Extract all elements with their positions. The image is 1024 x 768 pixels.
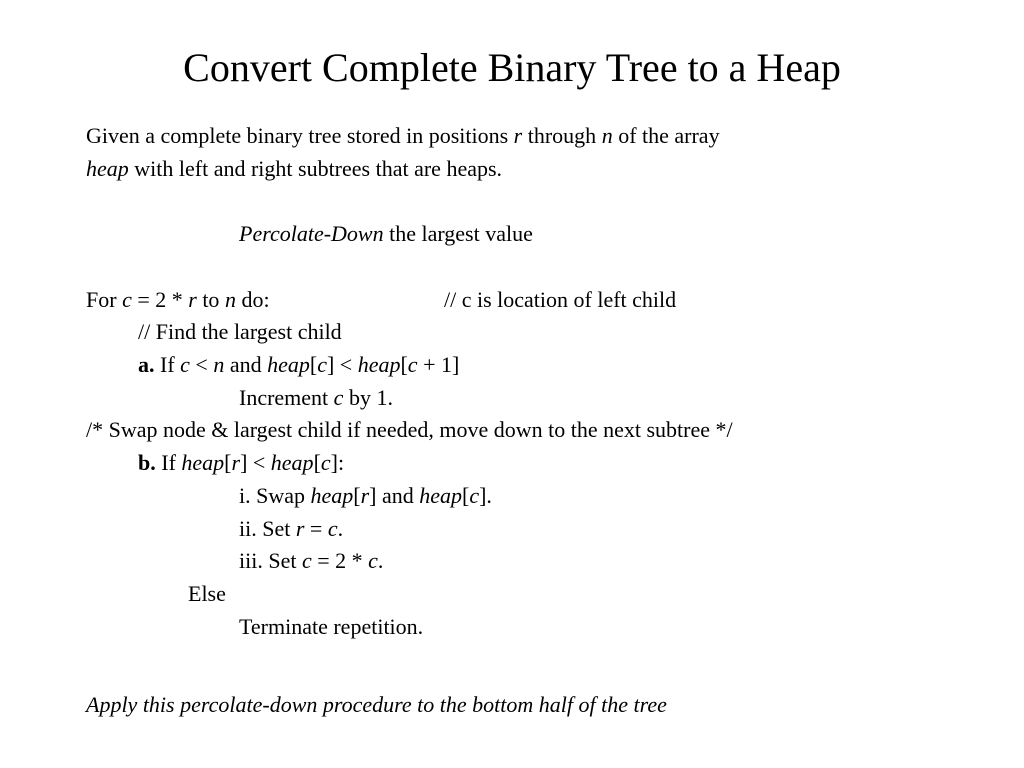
step-ii-line: ii. Set r = c.: [239, 516, 344, 541]
else-label: Else: [188, 581, 226, 606]
footer-note: Apply this percolate-down procedure to the bottom half of the tree: [86, 692, 667, 717]
slide-title: Convert Complete Binary Tree to a Heap: [183, 45, 841, 90]
for-loop-line: For c = 2 * r to n do: // c is location of left child: [86, 285, 786, 315]
for-loop-comment: // c is location of left child: [444, 287, 677, 312]
intro-line-2: heap with left and right subtrees that are heaps.: [86, 156, 503, 181]
intro-line-1: Given a complete binary tree stored in positions r through n of the array: [86, 123, 720, 148]
terminate-line: Terminate repetition.: [239, 614, 424, 639]
percolate-heading: Percolate-Down the largest value: [239, 221, 533, 246]
swap-comment: /* Swap node & largest child if needed, move down to the next subtree */: [86, 417, 733, 442]
step-iii-line: iii. Set c = 2 * c.: [239, 548, 384, 573]
step-i-line: i. Swap heap[r] and heap[c].: [239, 483, 492, 508]
increment-line: Increment c by 1.: [239, 385, 393, 410]
find-largest-comment: // Find the largest child: [138, 319, 342, 344]
step-a-line: a. If c < n and heap[c] < heap[c + 1]: [138, 352, 460, 377]
step-b-line: b. If heap[r] < heap[c]:: [138, 450, 345, 475]
